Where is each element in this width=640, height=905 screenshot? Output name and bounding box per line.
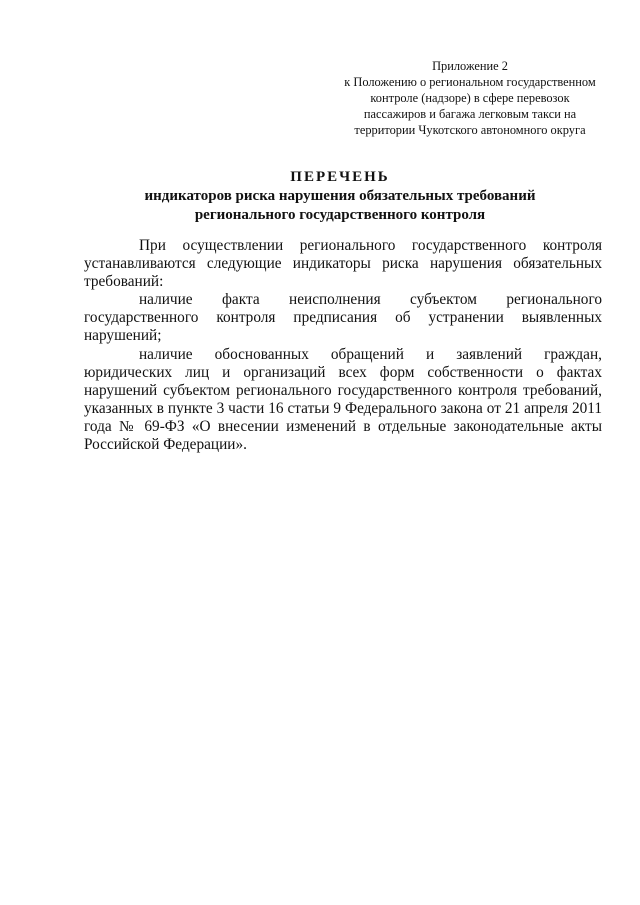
appendix-line: Приложение 2 xyxy=(432,59,508,73)
title-subtitle-line: индикаторов риска нарушения обязательных требований xyxy=(144,188,536,204)
appendix-line: контроле (надзоре) в сфере перевозок xyxy=(370,91,570,105)
appendix-line: к Положению о региональном государственном xyxy=(344,75,596,89)
appendix-line: пассажиров и багажа легковым такси на xyxy=(363,107,577,121)
appendix-header xyxy=(328,58,612,138)
intro-paragraph: При осуществлении регионального государственного контроля устанавливаются следующие индикаторы риска нарушения обязательных требований: xyxy=(84,237,602,291)
appendix-line: территории Чукотского автономного округа xyxy=(354,123,586,137)
title-main: ПЕРЕЧЕНЬ xyxy=(290,169,390,185)
indicator-item: наличие обоснованных обращений и заявлений граждан, юридических лиц и организаций всех форм собственности о фактах нарушений субъектом регионального государственного контроля требований, указанных в пункте 3 части 16 статьи 9 Федерального закона от 21 апреля 2011 года № 69-ФЗ «О внесении изменений в отдельные законодательные акты Российской Федерации». xyxy=(84,345,602,454)
document-body xyxy=(84,237,602,454)
title-subtitle-line: регионального государственного контроля xyxy=(194,207,486,223)
document-title xyxy=(80,167,600,225)
indicator-item: наличие факта неисполнения субъектом регионального государственного контроля предписания об устранении выявленных нарушений; xyxy=(84,291,602,345)
